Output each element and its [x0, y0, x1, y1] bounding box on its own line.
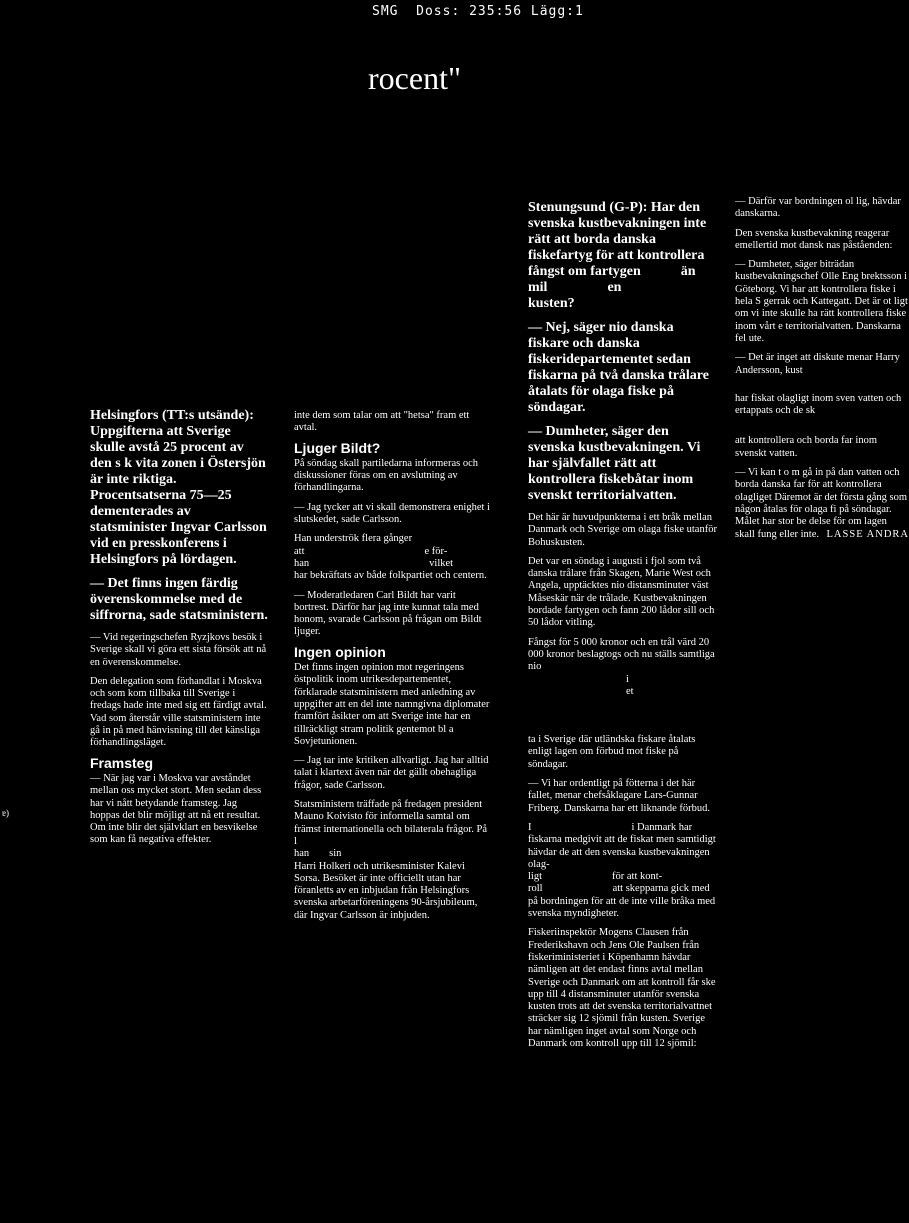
text-fragment: På l: [294, 823, 488, 847]
text-fragment: i: [626, 673, 629, 685]
body-paragraph: Fiskeriinspektör Mogens Clausen från Frederikshavn och Jens Ole Paulsen från fiskeriministeriet i Köpenhamn hävdar nämligen att det endast finns avtal mellan Sverige och Danmark om att kontroll får ske upp till 4 distansminuter utanför svenska kusten trots att det svenska territorialvattnet sträcker sig 12 sjömil från kusten. Sverige har nämligen inget avtal som Norge och Danmark om kontroll upp till 12 sjömil:: [528, 927, 716, 1049]
text-fragment: Harri Holkeri och utrikesminister Kalevi Sorsa. Besöket är inte officiellt utan har föranletts av en inbjudan från Helsingfors svenska arbetarföreningens 90-årsjubileum, där Ingvar Carlsson är inbjuden.: [294, 860, 478, 921]
dateline: Helsingfors: [90, 408, 159, 423]
text-fragment: kusten?: [528, 296, 575, 311]
body-paragraph: ta i Sverige där utländska fiskare åtalats enligt lagen om förbud mot fiske på söndagar.: [528, 734, 696, 770]
text-fragment: i Danmark har fiskarna medgivit att de fiskat men samtidigt hävdar de att den svenska kustbevakningen olag-: [528, 821, 716, 870]
text-fragment: et: [626, 685, 634, 697]
quote-paragraph: — Det finns ingen färdig överenskommelse med de siffrorna, sade statsministern.: [90, 576, 268, 623]
text-fragment: att skepparna gick med på bordningen för att de inte ville bråka med svenska myndigheter.: [528, 883, 716, 920]
body-paragraph: — Moderatledaren Carl Bildt har varit bortrest. Därför har jag inte kunnat tala med honom, svarade Carlsson på frågan om Bildt ljuger.: [294, 589, 482, 638]
text-fragment: att: [294, 545, 305, 557]
text-fragment: han: [294, 557, 310, 569]
body-paragraph: Den delegation som förhandlat i Moskva och som kom tillbaka till Sverige i fredags hade inte med sig ett färdigt avtal. Vad som återstår ville statsministern inte gå in på med hänvisning till det känsliga förhandlingsläget.: [90, 675, 267, 749]
article-column-2: [294, 410, 490, 929]
body-paragraph: — Därför var bordningen ol lig, hävdar danskarna.: [735, 196, 901, 220]
lede-text: (TT:s utsände): Uppgifterna att Sverige skulle avstå 25 procent av den s k vita zonen i Östersjön är inte riktiga. Procentsatserna 75—25 dementerades av statsminister Ingvar Carlsson vid en presskonferens i Helsingfors på lördagen.: [90, 408, 267, 567]
body-paragraph: [294, 799, 490, 922]
lede-paragraph: [528, 200, 718, 312]
quote-paragraph: — Dumheter, säger den svenska kustbevakningen. Vi har självfallet rätt att kontrollera fiskebåtar inom svenskt territorialvatten.: [528, 424, 701, 503]
body-paragraph: Det finns ingen opinion mot regeringens östpolitik inom utrikesdepartementet, förklarade statsministern med anledning av uppgifter att en del inte namngivna diplomater framfört åsikter om att Sverige inte har en tillräckligt stram politik gentemot bl a Sovjetunionen.: [294, 662, 490, 747]
text-fragment: roll: [528, 883, 543, 895]
body-paragraph: — Dumheter, säger biträdan kustbevakningschef Olle Eng brektsson i Göteborg. Vi har att kontrollera fiske i hela S gerrak och Kattegatt. Det är ot ligt om vi inte skulle ha rätt kontrollera fiske inom vårt e territorialvatten. Danskarna fel ute.: [735, 259, 908, 344]
text-fragment: e för-: [424, 545, 448, 557]
body-paragraph: På söndag skall partiledarna informeras och diskussioner föras om en avslutning av förhandlingarna.: [294, 457, 478, 494]
dateline: Stenungsund: [528, 200, 606, 215]
text-fragment: Statsministern träffade på fredagen president Mauno Koivisto för informella samtal om främst internationella och bilaterala frågor.: [294, 799, 483, 835]
body-paragraph: [528, 637, 718, 698]
body-paragraph: — Vid regeringschefen Ryzjkovs besök i Sverige skall vi göra ett sista försök att nå en överenskommelse.: [90, 632, 267, 668]
text-fragment: för att kont-: [612, 871, 663, 883]
text-fragment: en: [607, 280, 622, 295]
text-fragment: sin: [329, 848, 342, 860]
body-paragraph: Det var en söndag i augusti i fjol som två danska trålare från Skagen, Marie West och Angela, upptäcktes nio distansminuter väst Måseskär när de trålade. Kustbevakningen bordade fartygen och fann 200 lådor sill och 50 lådor vitling.: [528, 555, 715, 629]
lede-text: (G-P): Har den svenska kustbevakningen inte rätt att borda danska fiskefartyg för att kontrollera fångst om fartygen: [528, 200, 707, 279]
subheading: Ljuger Bildt?: [294, 439, 381, 456]
body-paragraph: — När jag var i Moskva var avståndet mellan oss mycket stort. Men sedan dess har vi nått betydande framsteg. Jag hoppas det blir möjligt att nå ett resultat. Om inte blir det självklart en besvikelse som kan få negativa effekter.: [90, 772, 262, 846]
lede-paragraph: [90, 408, 268, 568]
quote-paragraph: — Nej, säger nio danska fiskare och danska fiskeridepartementet sedan fiskarna på två danska trålare åtalats för olaga fiske på söndagar.: [528, 320, 709, 415]
document-header: SMG Doss: 235:56 Lägg:1: [372, 4, 584, 19]
margin-mark: ɐ): [2, 808, 9, 818]
headline-fragment: rocent": [368, 60, 462, 96]
article-column-1: [90, 408, 268, 854]
body-paragraph: Den svenska kustbevakning reagerar emellertid mot dansk nas påståenden:: [735, 227, 893, 251]
body-paragraph: [294, 533, 490, 582]
article-column-4: [735, 196, 909, 548]
text-fragment: Fångst för 5 000 kronor och en trål värd 20 000 kronor beslagtogs och nu ställs samtliga nio: [528, 636, 715, 673]
body-paragraph: — Det är inget att diskute menar Harry Andersson, kust: [735, 352, 900, 376]
body-paragraph: — Jag tar inte kritiken allvarligt. Jag har alltid talat i klartext även när det gällt obehagliga frågor, sade Carlsson.: [294, 755, 489, 791]
body-paragraph: [528, 822, 718, 920]
body-paragraph: — Jag tycker att vi skall demonstrera enighet i slutskedet, sade Carlsson.: [294, 501, 490, 526]
subheading: Framsteg: [90, 754, 154, 771]
text-fragment: har bekräftats av både folkpartiet och centern.: [294, 570, 487, 582]
article-column-3: [528, 200, 718, 1057]
text-fragment: han: [294, 848, 310, 860]
body-paragraph: har fiskat olagligt inom sven vatten och ertappats och de sk: [735, 392, 902, 417]
body-paragraph: Det här är huvudpunkterna i ett bråk mellan Danmark och Sverige om olaga fiske utanför Bohuskusten.: [528, 512, 717, 548]
text-fragment: ligt: [528, 871, 543, 883]
text-fragment: än: [680, 264, 696, 279]
body-paragraph: — Vi har ordentligt på fötterna i det här fallet, menar chefsåklagare Lars-Gunnar Friberg. Danskarna har ett liknande förbud.: [528, 778, 711, 814]
text-fragment: mil: [528, 280, 548, 295]
text-fragment: vilket: [429, 557, 454, 569]
subheading: Ingen opinion: [294, 643, 386, 660]
byline: LASSE ANDRA: [826, 528, 909, 540]
text-fragment: Han underströk flera gånger: [294, 533, 413, 545]
body-paragraph: inte dem som talar om att "hetsa" fram ett avtal.: [294, 410, 470, 434]
body-paragraph: att kontrollera och borda far inom svenskt vatten.: [735, 435, 877, 459]
text-fragment: I: [528, 821, 532, 833]
body-paragraph: — Vi kan t o m gå in på dan vatten och borda danska far för att kontrollera olagliget Däremot är det första gång som någon åtalas för olaga fi på söndagar. Målet har stor be delse för om lagen skall fung eller inte.: [735, 467, 908, 540]
